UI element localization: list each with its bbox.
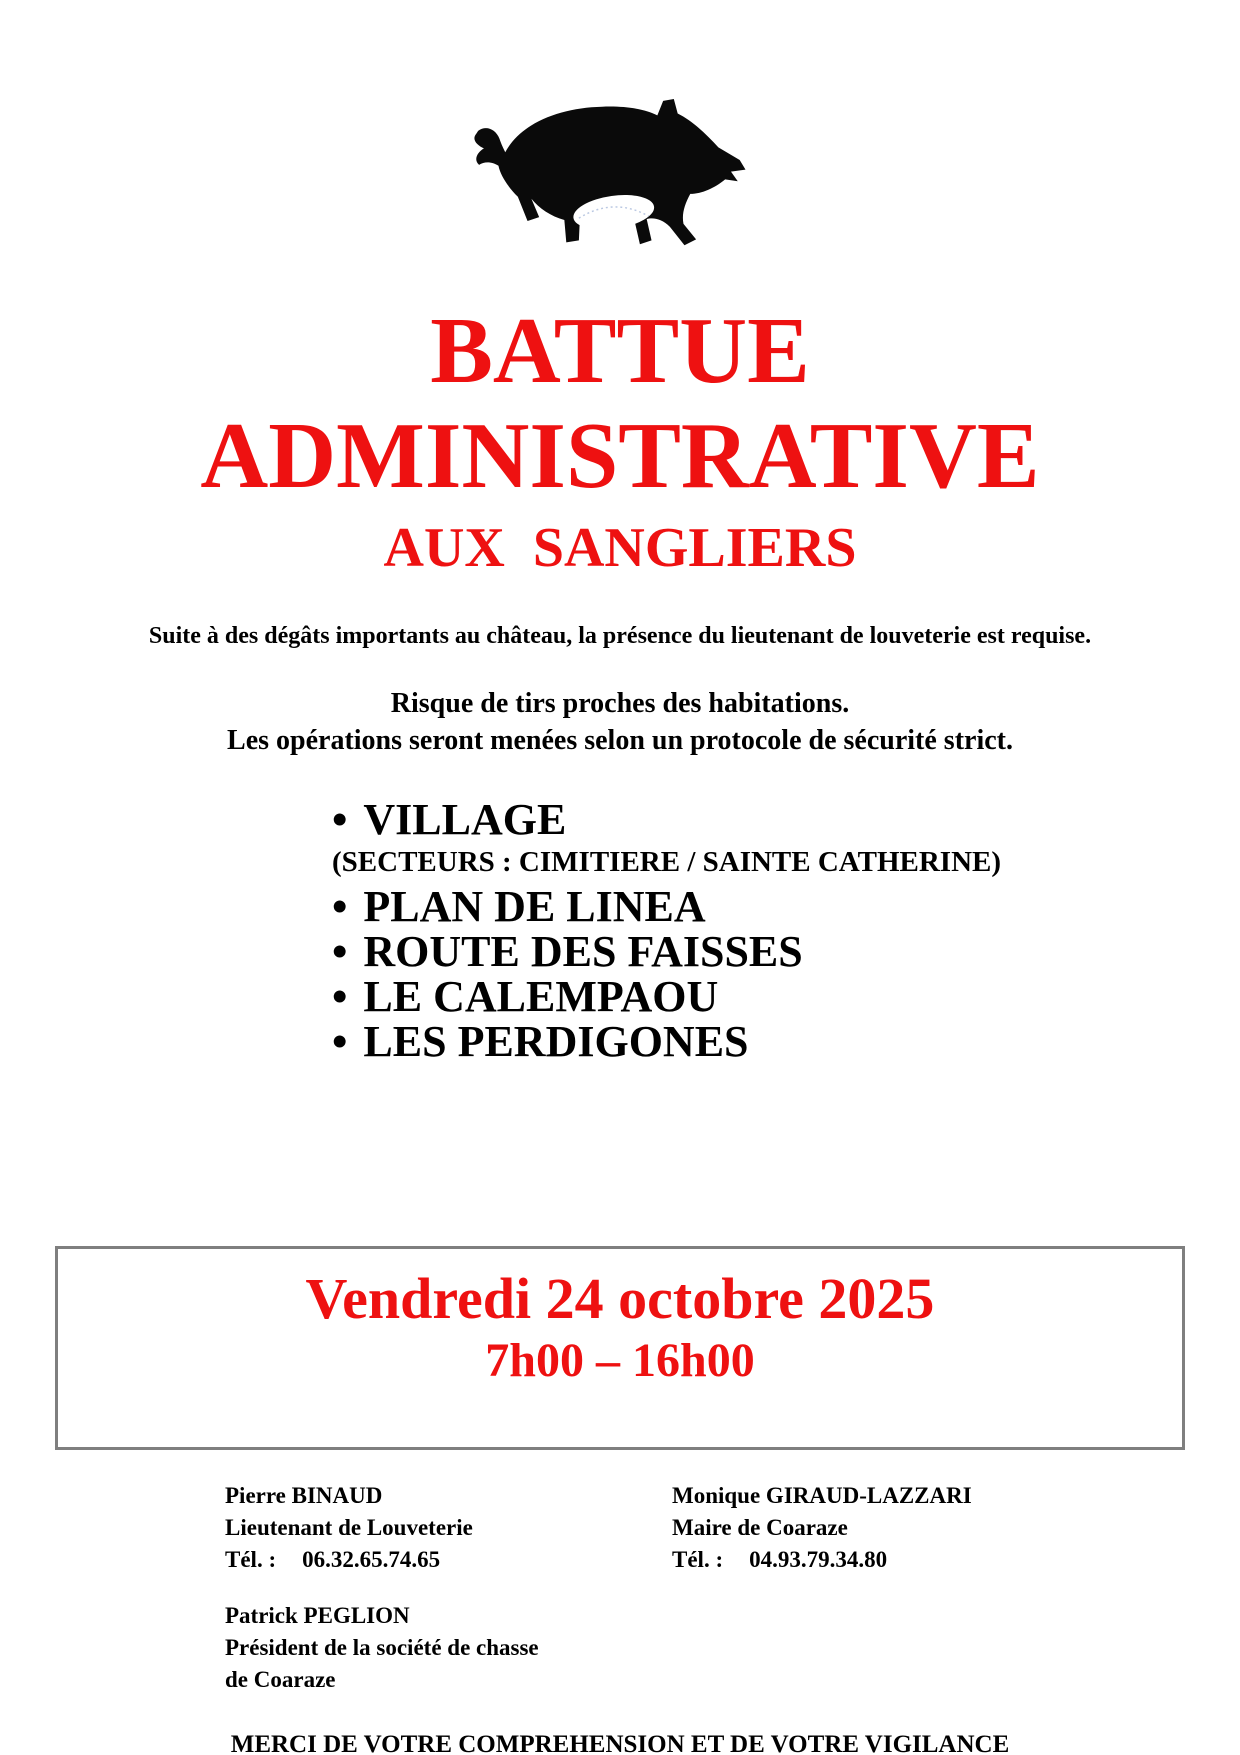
list-item-le-calempaou xyxy=(332,972,1240,1022)
contact-name: Monique GIRAUD-LAZZARI xyxy=(672,1483,972,1509)
sector-label: LE CALEMPAOU xyxy=(363,972,719,1022)
list-item-route-des-faisses xyxy=(332,927,1240,977)
wild-boar-icon xyxy=(451,92,761,257)
warning-line-1: Risque de tirs proches des habitations. xyxy=(390,688,850,720)
contacts-section xyxy=(225,1480,1240,1696)
contact-phone: 06.32.65.74.65 xyxy=(302,1547,441,1573)
sector-label: ROUTE DES FAISSES xyxy=(363,927,803,977)
list-item-les-perdigones xyxy=(332,1017,1240,1067)
contact-role: Président de la société de chasse xyxy=(225,1635,539,1661)
intro-notice: Suite à des dégâts importants au château, la présence du lieutenant de louveterie est requise. xyxy=(148,622,1092,649)
poster-subtitle: AUX SANGLIERS xyxy=(383,516,857,579)
bullet-icon xyxy=(332,885,347,929)
contact-card-monique-giraud-lazzari xyxy=(672,1480,1240,1576)
schedule-date: Vendredi 24 octobre 2025 xyxy=(305,1266,935,1332)
sector-label: LES PERDIGONES xyxy=(363,1017,749,1067)
list-item-village xyxy=(332,795,1240,845)
footer-message: MERCI DE VOTRE COMPREHENSION ET DE VOTRE VIGILANCE xyxy=(230,1731,1010,1755)
contact-role: Maire de Coaraze xyxy=(672,1515,848,1541)
warning-block xyxy=(0,686,1240,760)
sector-note: (SECTEURS : CIMITIERE / SAINTE CATHERINE) xyxy=(332,846,1002,879)
list-item-plan-de-linea xyxy=(332,882,1240,932)
contact-role: Lieutenant de Louveterie xyxy=(225,1515,473,1541)
contact-name: Pierre BINAUD xyxy=(225,1483,383,1509)
sector-label: PLAN DE LINEA xyxy=(363,882,706,932)
warning-line-2: Les opérations seront menées selon un protocole de sécurité strict. xyxy=(227,725,1013,757)
bullet-icon xyxy=(332,930,347,974)
contact-name: Patrick PEGLION xyxy=(225,1603,410,1629)
poster-title xyxy=(0,299,1240,510)
contact-phone-line xyxy=(225,1544,672,1576)
bullet-icon xyxy=(332,975,347,1019)
contact-role-line2: de Coaraze xyxy=(225,1667,336,1693)
poster-title-line2: ADMINISTRATIVE xyxy=(200,404,1040,509)
boar-image-container xyxy=(0,92,1240,257)
contact-phone: 04.93.79.34.80 xyxy=(749,1547,888,1573)
schedule-hours: 7h00 – 16h00 xyxy=(485,1334,755,1388)
contact-phone-line xyxy=(672,1544,1240,1576)
schedule-box xyxy=(55,1246,1185,1450)
poster-title-line1: BATTUE xyxy=(430,299,810,403)
bullet-icon xyxy=(332,1020,347,1064)
contact-card-pierre-binaud xyxy=(225,1480,672,1576)
contact-card-patrick-peglion xyxy=(225,1600,672,1696)
sectors-list xyxy=(332,795,1240,1067)
bullet-icon xyxy=(332,798,347,842)
contact-phone-label: Tél. : xyxy=(672,1547,724,1573)
sector-label: VILLAGE xyxy=(363,795,567,845)
contact-phone-label: Tél. : xyxy=(225,1547,277,1573)
